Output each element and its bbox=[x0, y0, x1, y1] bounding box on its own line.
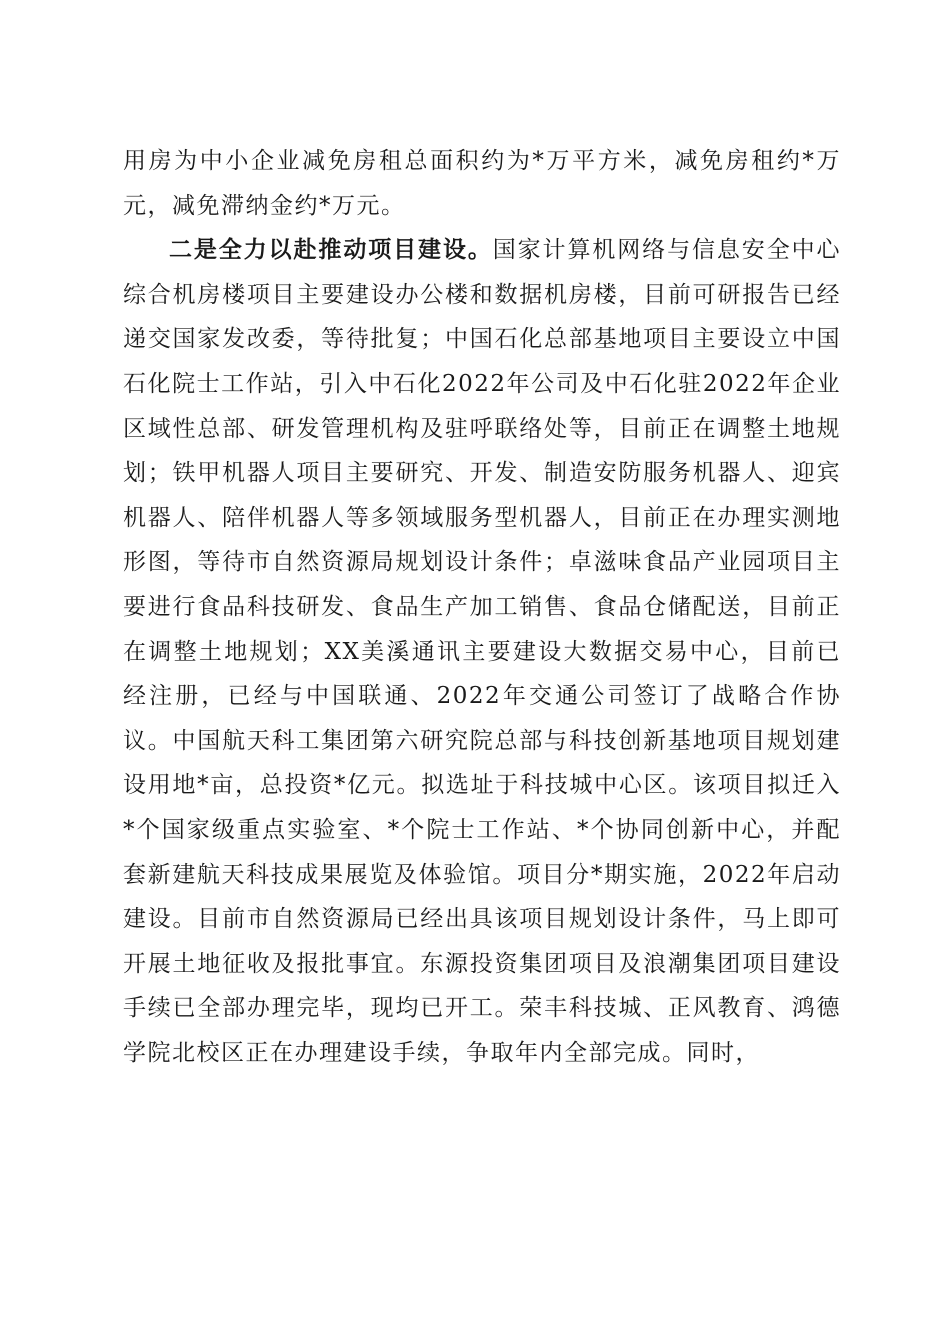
paragraph-text: 用房为中小企业减免房租总面积约为*万平方米，减免房租约*万元，减免滞纳金约*万元。 bbox=[123, 148, 841, 219]
paragraph-text: 国家计算机网络与信息安全中心综合机房楼项目主要建设办公楼和数据机房楼，目前可研报告已经递交国家发改委，等待批复；中国石化总部基地项目主要设立中国石化院士工作站，引入中石化2022年公司及中石化驻2022年企业区域性总部、研发管理机构及驻呼联络处等，目前正在调整土地规划；铁甲机器人项目主要研究、开发、制造安防服务机器人、迎宾机器人、陪伴机器人等多领域服务型机器人，目前正在办理实测地形图，等待市自然资源局规划设计条件；卓滋味食品产业园项目主要进行食品科技研发、食品生产加工销售、食品仓储配送，目前正在调整土地规划；XX美溪通讯主要建设大数据交易中心，目前已经注册，已经与中国联通、2022年交通公司签订了战略合作协议。中国航天科工集团第六研究院总部与科技创新基地项目规划建设用地*亩，总投资*亿元。拟选址于科技城中心区。该项目拟迁入*个国家级重点实验室、*个院士工作站、*个协同创新中心，并配套新建航天科技成果展览及体验馆。项目分*期实施，2022年启动建设。目前市自然资源局已经出具该项目规划设计条件，马上即可开展土地征收及报批事宜。东源投资集团项目及浪潮集团项目建设手续已全部办理完毕，现均已开工。荣丰科技城、正风教育、鸿德学院北校区正在办理建设手续，争取年内全部完成。同时， bbox=[123, 237, 842, 1066]
document-body bbox=[123, 139, 841, 1075]
paragraph-project-construction bbox=[123, 228, 841, 1075]
paragraph-continuation bbox=[123, 139, 841, 228]
paragraph-lead: 二是全力以赴推动项目建设。 bbox=[169, 236, 493, 264]
